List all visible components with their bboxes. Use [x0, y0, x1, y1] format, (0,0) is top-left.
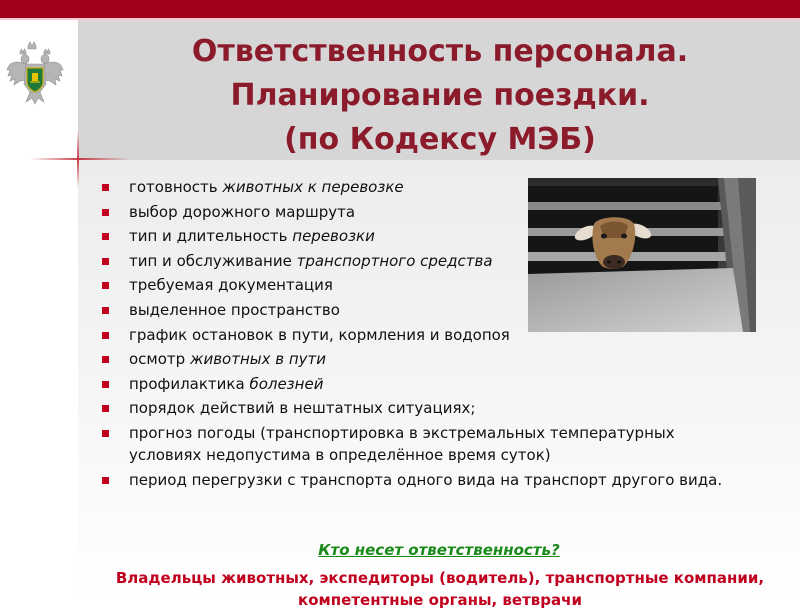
bullet-marker-icon — [102, 430, 109, 437]
list-item-italic: болезней — [249, 374, 324, 393]
bullet-marker-icon — [102, 381, 109, 388]
bullet-marker-icon — [102, 405, 109, 412]
list-item-italic: животных в пути — [189, 350, 327, 369]
list-item-italic: транспортного средства — [296, 251, 493, 270]
bullet-marker-icon — [102, 307, 109, 314]
list-item — [96, 469, 746, 491]
list-item — [96, 373, 746, 395]
list-item — [96, 201, 524, 223]
title-line-2: Планирование поездки. — [230, 78, 650, 113]
list-item-italic: перевозки — [292, 227, 375, 246]
bullet-marker-icon — [102, 477, 109, 484]
list-item-text: выбор дорожного маршрута — [129, 202, 356, 221]
double-headed-eagle-emblem-icon — [6, 40, 64, 106]
bullet-marker-icon — [102, 184, 109, 191]
list-item — [96, 176, 524, 198]
list-item — [96, 422, 746, 466]
list-item — [96, 250, 524, 272]
list-item-text: требуемая документация — [129, 276, 333, 295]
list-item — [96, 225, 524, 247]
slide-title — [95, 30, 785, 162]
list-item-text: осмотр — [129, 350, 190, 369]
list-item — [96, 274, 524, 296]
top-bar — [0, 0, 800, 18]
list-item-text: график остановок в пути, кормления и водопоя — [129, 325, 510, 344]
title-line-1: Ответственность персонала. — [191, 34, 689, 69]
bullet-marker-icon — [102, 233, 109, 240]
list-item-text: период перегрузки с транспорта одного вида на транспорт другого вида. — [129, 470, 723, 489]
photo-illustration — [528, 178, 756, 332]
list-item-text: готовность — [129, 178, 223, 196]
calf-in-truck-photo — [528, 178, 756, 332]
list-item-text: профилактика — [129, 374, 250, 393]
list-item — [96, 397, 746, 419]
title-line-3: (по Кодексу МЭБ) — [284, 122, 596, 157]
bullet-marker-icon — [102, 356, 109, 363]
list-item-italic: животных к перевозке — [222, 178, 404, 196]
list-item — [96, 299, 524, 321]
responsibility-question: Кто несет ответственность? — [318, 541, 560, 559]
list-item-text: порядок действий в нештатных ситуациях; — [129, 399, 476, 418]
bullet-marker-icon — [102, 209, 109, 216]
bullet-marker-icon — [102, 282, 109, 289]
list-item — [96, 348, 746, 370]
bullet-marker-icon — [102, 258, 109, 265]
list-item-text: прогноз погоды (транспортировка в экстремальных температурных условиях недопустима в определённое время суток) — [129, 423, 675, 464]
bullet-marker-icon — [102, 332, 109, 339]
list-item-text: выделенное пространство — [129, 300, 340, 319]
list-item-text: тип и длительность — [129, 227, 293, 246]
responsibility-answer: Владельцы животных, экспедиторы (водитель), транспортные компании, компетентные органы, ветврачи — [115, 569, 765, 609]
left-strip — [0, 20, 78, 600]
list-item-text: тип и обслуживание — [129, 251, 297, 270]
